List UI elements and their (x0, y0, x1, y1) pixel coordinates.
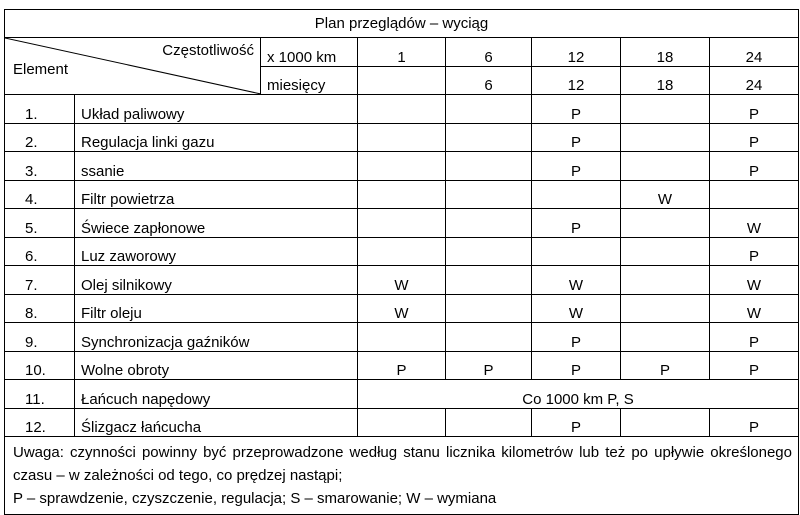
interval-cell: W (710, 294, 799, 323)
element-name: Łańcuch napędowy (75, 380, 358, 409)
interval-cell (621, 209, 710, 238)
interval-cell (358, 180, 446, 209)
row-number: 3. (5, 152, 75, 181)
interval-cell (532, 180, 621, 209)
interval-cell (446, 95, 532, 124)
row-number: 5. (5, 209, 75, 238)
interval-cell (621, 294, 710, 323)
interval-cell (446, 294, 532, 323)
table-row (5, 380, 799, 409)
km-value: 1 (358, 38, 446, 67)
legend-text: P – sprawdzenie, czyszczenie, regulacja; S – smarowanie; W – wymiana (13, 490, 497, 507)
months-label: miesięcy (261, 66, 358, 95)
row-number: 11. (5, 380, 75, 409)
interval-cell: W (621, 180, 710, 209)
table-row (5, 408, 799, 437)
interval-cell (358, 323, 446, 352)
interval-cell (446, 323, 532, 352)
row-number: 7. (5, 266, 75, 295)
interval-cell: P (710, 123, 799, 152)
interval-cell: P (446, 351, 532, 380)
row-number: 4. (5, 180, 75, 209)
interval-cell: P (621, 351, 710, 380)
interval-cell: W (710, 209, 799, 238)
interval-cell (446, 209, 532, 238)
note-cell (5, 437, 799, 515)
interval-cell (621, 266, 710, 295)
interval-cell: W (358, 266, 446, 295)
km-value: 24 (710, 38, 799, 67)
row-number: 10. (5, 351, 75, 380)
element-name: Synchronizacja gaźników (75, 323, 358, 352)
interval-cell: P (710, 351, 799, 380)
frequency-label: Częstotliwość (162, 42, 254, 59)
interval-cell: P (710, 323, 799, 352)
interval-cell: W (532, 294, 621, 323)
month-value: 18 (621, 66, 710, 95)
row-number: 2. (5, 123, 75, 152)
table-row (5, 180, 799, 209)
interval-cell: P (710, 95, 799, 124)
interval-cell (621, 152, 710, 181)
month-value (358, 66, 446, 95)
interval-cell: P (532, 209, 621, 238)
interval-cell (358, 237, 446, 266)
interval-cell (446, 152, 532, 181)
maintenance-plan-table (4, 9, 799, 515)
interval-cell (358, 152, 446, 181)
interval-cell (532, 237, 621, 266)
element-name: Świece zapłonowe (75, 209, 358, 238)
interval-cell (710, 180, 799, 209)
row-number: 1. (5, 95, 75, 124)
interval-cell: P (532, 95, 621, 124)
element-name: Luz zaworowy (75, 237, 358, 266)
interval-cell: P (358, 351, 446, 380)
interval-cell (358, 95, 446, 124)
table-row (5, 95, 799, 124)
interval-cell (446, 237, 532, 266)
km-label: x 1000 km (261, 38, 358, 67)
header-diagonal-cell (5, 38, 261, 95)
interval-cell (358, 408, 446, 437)
table-row (5, 294, 799, 323)
km-value: 6 (446, 38, 532, 67)
km-value: 18 (621, 38, 710, 67)
table-title: Plan przeglądów – wyciąg (5, 10, 799, 38)
element-name: Ślizgacz łańcucha (75, 408, 358, 437)
element-name: Olej silnikowy (75, 266, 358, 295)
interval-cell: W (358, 294, 446, 323)
interval-cell: P (710, 237, 799, 266)
interval-cell (621, 95, 710, 124)
table-row (5, 123, 799, 152)
element-name: Filtr oleju (75, 294, 358, 323)
element-name: ssanie (75, 152, 358, 181)
interval-cell (621, 408, 710, 437)
element-name: Regulacja linki gazu (75, 123, 358, 152)
interval-cell (446, 123, 532, 152)
interval-cell (446, 266, 532, 295)
row-number: 12. (5, 408, 75, 437)
interval-cell: W (532, 266, 621, 295)
interval-cell: P (532, 152, 621, 181)
interval-cell: P (532, 323, 621, 352)
table-row (5, 323, 799, 352)
table-row (5, 266, 799, 295)
interval-cell: P (710, 408, 799, 437)
table-row (5, 351, 799, 380)
km-value: 12 (532, 38, 621, 67)
table-row (5, 152, 799, 181)
element-name: Filtr powietrza (75, 180, 358, 209)
interval-cell (446, 180, 532, 209)
interval-cell (621, 237, 710, 266)
month-value: 12 (532, 66, 621, 95)
table-row (5, 209, 799, 238)
element-name: Wolne obroty (75, 351, 358, 380)
month-value: 24 (710, 66, 799, 95)
interval-cell (358, 123, 446, 152)
row-number: 9. (5, 323, 75, 352)
interval-cell: P (710, 152, 799, 181)
interval-cell: P (532, 123, 621, 152)
row-number: 6. (5, 237, 75, 266)
element-label: Element (13, 61, 69, 78)
interval-cell: P (532, 408, 621, 437)
interval-cell (621, 323, 710, 352)
interval-cell: P (532, 351, 621, 380)
row-number: 8. (5, 294, 75, 323)
merged-interval-cell: Co 1000 km P, S (358, 380, 799, 409)
month-value: 6 (446, 66, 532, 95)
interval-cell: W (710, 266, 799, 295)
element-name: Układ paliwowy (75, 95, 358, 124)
maintenance-plan-container (4, 9, 799, 515)
table-row (5, 237, 799, 266)
interval-cell (446, 408, 532, 437)
interval-cell (358, 209, 446, 238)
interval-cell (621, 123, 710, 152)
note-text: Uwaga: czynności powinny być przeprowadzone według stanu licznika kilometrów lub też po upływie określonego czasu – w zależności od tego, co prędzej nastąpi; (13, 444, 792, 484)
